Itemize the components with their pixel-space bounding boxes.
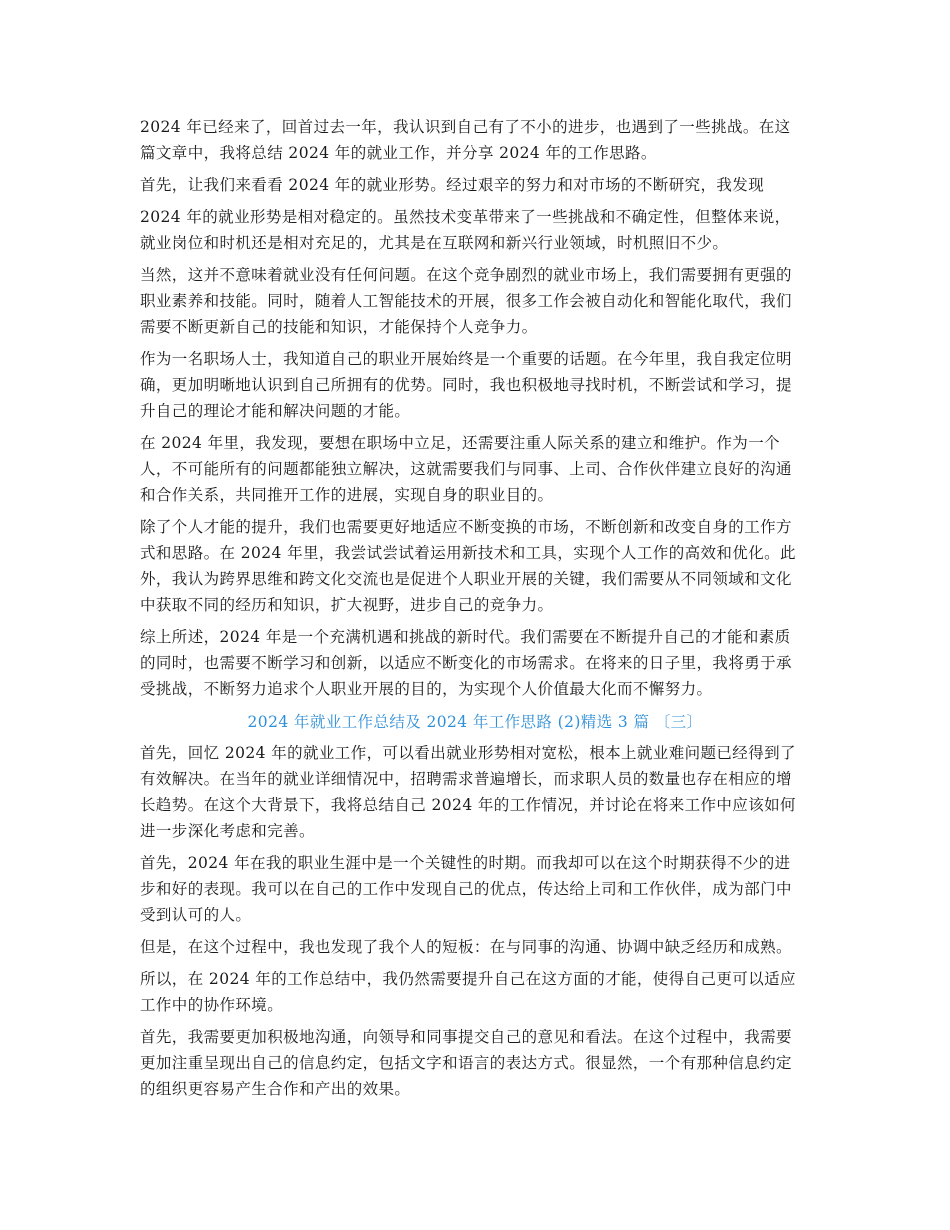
section-a [140, 114, 810, 702]
text-line: 篇文章中，我将总结 2024 年的就业工作，并分享 2024 年的工作思路。 [140, 144, 657, 162]
text-line: 在 2024 年里，我发现，要想在职场中立足，还需要注重人际关系的建立和维护。作为一个 [140, 434, 781, 452]
text-line: 首先，我需要更加积极地沟通，向领导和同事提交自己的意见和看法。在这个过程中，我需要 [140, 1028, 792, 1046]
text-line: 首先，2024 年在我的职业生涯中是一个关键性的时期。而我却可以在这个时期获得不少的进 [140, 854, 791, 872]
text-line: 受到认可的人。 [140, 906, 252, 924]
text-line: 综上所述，2024 年是一个充满机遇和挑战的新时代。我们需要在不断提升自己的才能和素质 [140, 628, 791, 646]
paragraph [140, 1024, 810, 1102]
text-line: 进一步深化考虑和完善。 [140, 822, 315, 840]
text-line: 更加注重呈现出自己的信息约定，包括文字和语言的表达方式。很显然，一个有那种信息约定 [140, 1054, 792, 1072]
text-line: 就业岗位和时机还是相对充足的，尤其是在互联网和新兴行业领域，时机照旧不少。 [140, 234, 729, 252]
paragraph [140, 172, 810, 198]
text-line: 外，我认为跨界思维和跨文化交流也是促进个人职业开展的关键，我们需要从不同领域和文化 [140, 570, 792, 588]
text-line: 但是，在这个过程中，我也发现了我个人的短板：在与同事的沟通、协调中缺乏经历和成熟。 [140, 938, 792, 956]
text-line: 职业素养和技能。同时，随着人工智能技术的开展，很多工作会被自动化和智能化取代，我们 [140, 292, 792, 310]
document-page [140, 114, 810, 1108]
text-line: 当然，这并不意味着就业没有任何问题。在这个竞争剧烈的就业市场上，我们需要拥有更强的 [140, 266, 792, 284]
paragraph [140, 430, 810, 508]
text-line: 升自己的理论才能和解决问题的才能。 [140, 402, 411, 420]
text-line: 首先，回忆 2024 年的就业工作，可以看出就业形势相对宽松，根本上就业难问题已经得到了 [140, 744, 796, 762]
text-line: 除了个人才能的提升，我们也需要更好地适应不断变换的市场，不断创新和改变自身的工作方 [140, 518, 792, 536]
paragraph [140, 934, 810, 960]
text-line: 有效解决。在当年的就业详细情况中，招聘需求普遍增长，而求职人员的数量也存在相应的增 [140, 770, 792, 788]
text-line: 人，不可能所有的问题都能独立解决，这就需要我们与同事、上司、合作伙伴建立良好的沟通 [140, 460, 792, 478]
text-line: 长趋势。在这个大背景下，我将总结自己 2024 年的工作情况，并讨论在将来工作中应该如何 [140, 796, 796, 814]
paragraph [140, 114, 810, 166]
text-line: 中获取不同的经历和知识，扩大视野，进步自己的竞争力。 [140, 596, 554, 614]
text-line: 的同时，也需要不断学习和创新，以适应不断变化的市场需求。在将来的日子里，我将勇于承 [140, 654, 792, 672]
text-line: 受挑战，不断努力追求个人职业开展的目的，为实现个人价值最大化而不懈努力。 [140, 680, 713, 698]
paragraph [140, 740, 810, 844]
paragraph [140, 262, 810, 340]
paragraph [140, 346, 810, 424]
paragraph [140, 204, 810, 256]
text-line: 作为一名职场人士，我知道自己的职业开展始终是一个重要的话题。在今年里，我自我定位明 [140, 350, 792, 368]
text-line: 确，更加明晰地认识到自己所拥有的优势。同时，我也积极地寻找时机，不断尝试和学习，提 [140, 376, 792, 394]
paragraph [140, 966, 810, 1018]
paragraph [140, 850, 810, 928]
text-line: 首先，让我们来看看 2024 年的就业形势。经过艰辛的努力和对市场的不断研究，我发现 [140, 176, 765, 194]
text-line: 2024 年的就业形势是相对稳定的。虽然技术变革带来了一些挑战和不确定性，但整体来说， [140, 208, 791, 226]
section-heading: 2024 年就业工作总结及 2024 年工作思路 (2)精选 3 篇 〔三〕 [247, 713, 703, 731]
text-line: 的组织更容易产生合作和产出的效果。 [140, 1080, 411, 1098]
text-line: 式和思路。在 2024 年里，我尝试尝试着运用新技术和工具，实现个人工作的高效和优化。此 [140, 544, 796, 562]
paragraph [140, 624, 810, 702]
text-line: 工作中的协作环境。 [140, 996, 284, 1014]
paragraph [140, 514, 810, 618]
section-b [140, 740, 810, 1102]
text-line: 和合作关系，共同推开工作的进展，实现自身的职业目的。 [140, 486, 554, 504]
text-line: 所以，在 2024 年的工作总结中，我仍然需要提升自己在这方面的才能，使得自己更可以适应 [140, 970, 796, 988]
text-line: 步和好的表现。我可以在自己的工作中发现自己的优点，传达给上司和工作伙伴，成为部门中 [140, 880, 792, 898]
text-line: 2024 年已经来了，回首过去一年，我认识到自己有了不小的进步，也遇到了一些挑战。在这 [140, 118, 791, 136]
text-line: 需要不断更新自己的技能和知识，才能保持个人竞争力。 [140, 318, 538, 336]
